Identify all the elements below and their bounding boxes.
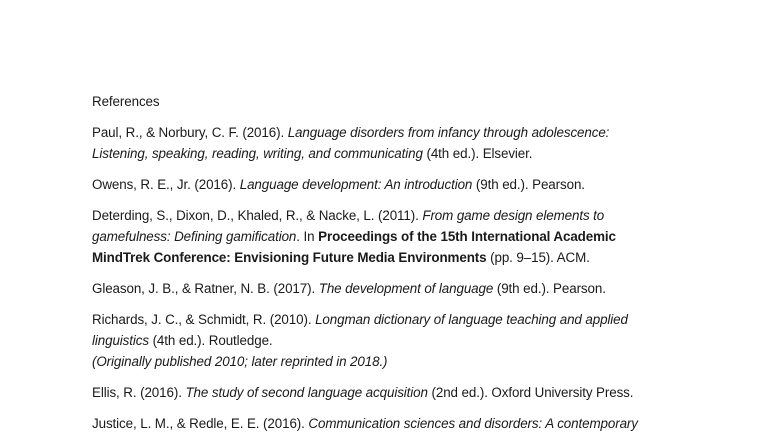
reference-authors: Gleason, J. B., & Ratner, N. B. (2017). <box>92 281 319 296</box>
reference-publisher: (9th ed.). Pearson. <box>493 281 606 296</box>
reference-line <box>92 174 692 195</box>
reference-authors: Justice, L. M., & Redle, E. E. (2016). <box>92 416 309 431</box>
reference-entry <box>92 413 692 434</box>
reference-entry <box>92 174 692 195</box>
reference-authors: Paul, R., & Norbury, C. F. (2016). <box>92 125 288 140</box>
reference-title: Listening, speaking, reading, writing, and communicating <box>92 146 423 161</box>
reference-line <box>92 413 692 434</box>
reference-line <box>92 143 692 164</box>
reference-title: gamefulness: Defining gamification <box>92 229 297 244</box>
reference-proceedings: MindTrek Conference: Envisioning Future Media Environments <box>92 250 487 265</box>
reference-line <box>92 309 692 330</box>
references-section <box>92 91 692 441</box>
reference-title: The development of language <box>318 281 494 296</box>
reference-line <box>92 247 692 268</box>
reference-title: Language disorders from infancy through adolescence: <box>287 125 610 140</box>
reference-line <box>92 382 692 403</box>
reference-title: Longman dictionary of language teaching and applied <box>315 312 628 327</box>
reference-proceedings: Proceedings of the 15th International Academic <box>318 229 616 244</box>
reference-entry <box>92 205 692 268</box>
references-heading: References <box>92 94 160 109</box>
reference-line <box>92 226 692 247</box>
reference-line <box>92 122 692 143</box>
reference-title: linguistics <box>92 333 149 348</box>
reference-authors: Owens, R. E., Jr. (2016). <box>92 177 240 192</box>
reference-title: The study of second language acquisition <box>185 385 428 400</box>
reference-entry <box>92 122 692 164</box>
reference-title: Communication sciences and disorders: A contemporary <box>308 416 638 431</box>
reference-authors: Richards, J. C., & Schmidt, R. (2010). <box>92 312 316 327</box>
reference-entry <box>92 278 692 299</box>
reference-connector: . In <box>296 229 319 244</box>
reference-line <box>92 278 692 299</box>
reference-note: (Originally published 2010; later reprinted in 2018.) <box>92 354 388 369</box>
reference-title: From game design elements to <box>422 208 605 223</box>
reference-line <box>92 205 692 226</box>
reference-publisher: (4th ed.). Elsevier. <box>422 146 533 161</box>
reference-publisher: (4th ed.). Routledge. <box>148 333 273 348</box>
reference-title: Language development: An introduction <box>239 177 473 192</box>
reference-line <box>92 330 692 351</box>
reference-entry <box>92 382 692 403</box>
reference-authors: Deterding, S., Dixon, D., Khaled, R., & Nacke, L. (2011). <box>92 208 423 223</box>
reference-publisher: (pp. 9–15). ACM. <box>486 250 590 265</box>
reference-publisher: (9th ed.). Pearson. <box>472 177 585 192</box>
reference-publisher: (2nd ed.). Oxford University Press. <box>427 385 634 400</box>
reference-entry <box>92 309 692 372</box>
reference-authors: Ellis, R. (2016). <box>92 385 186 400</box>
